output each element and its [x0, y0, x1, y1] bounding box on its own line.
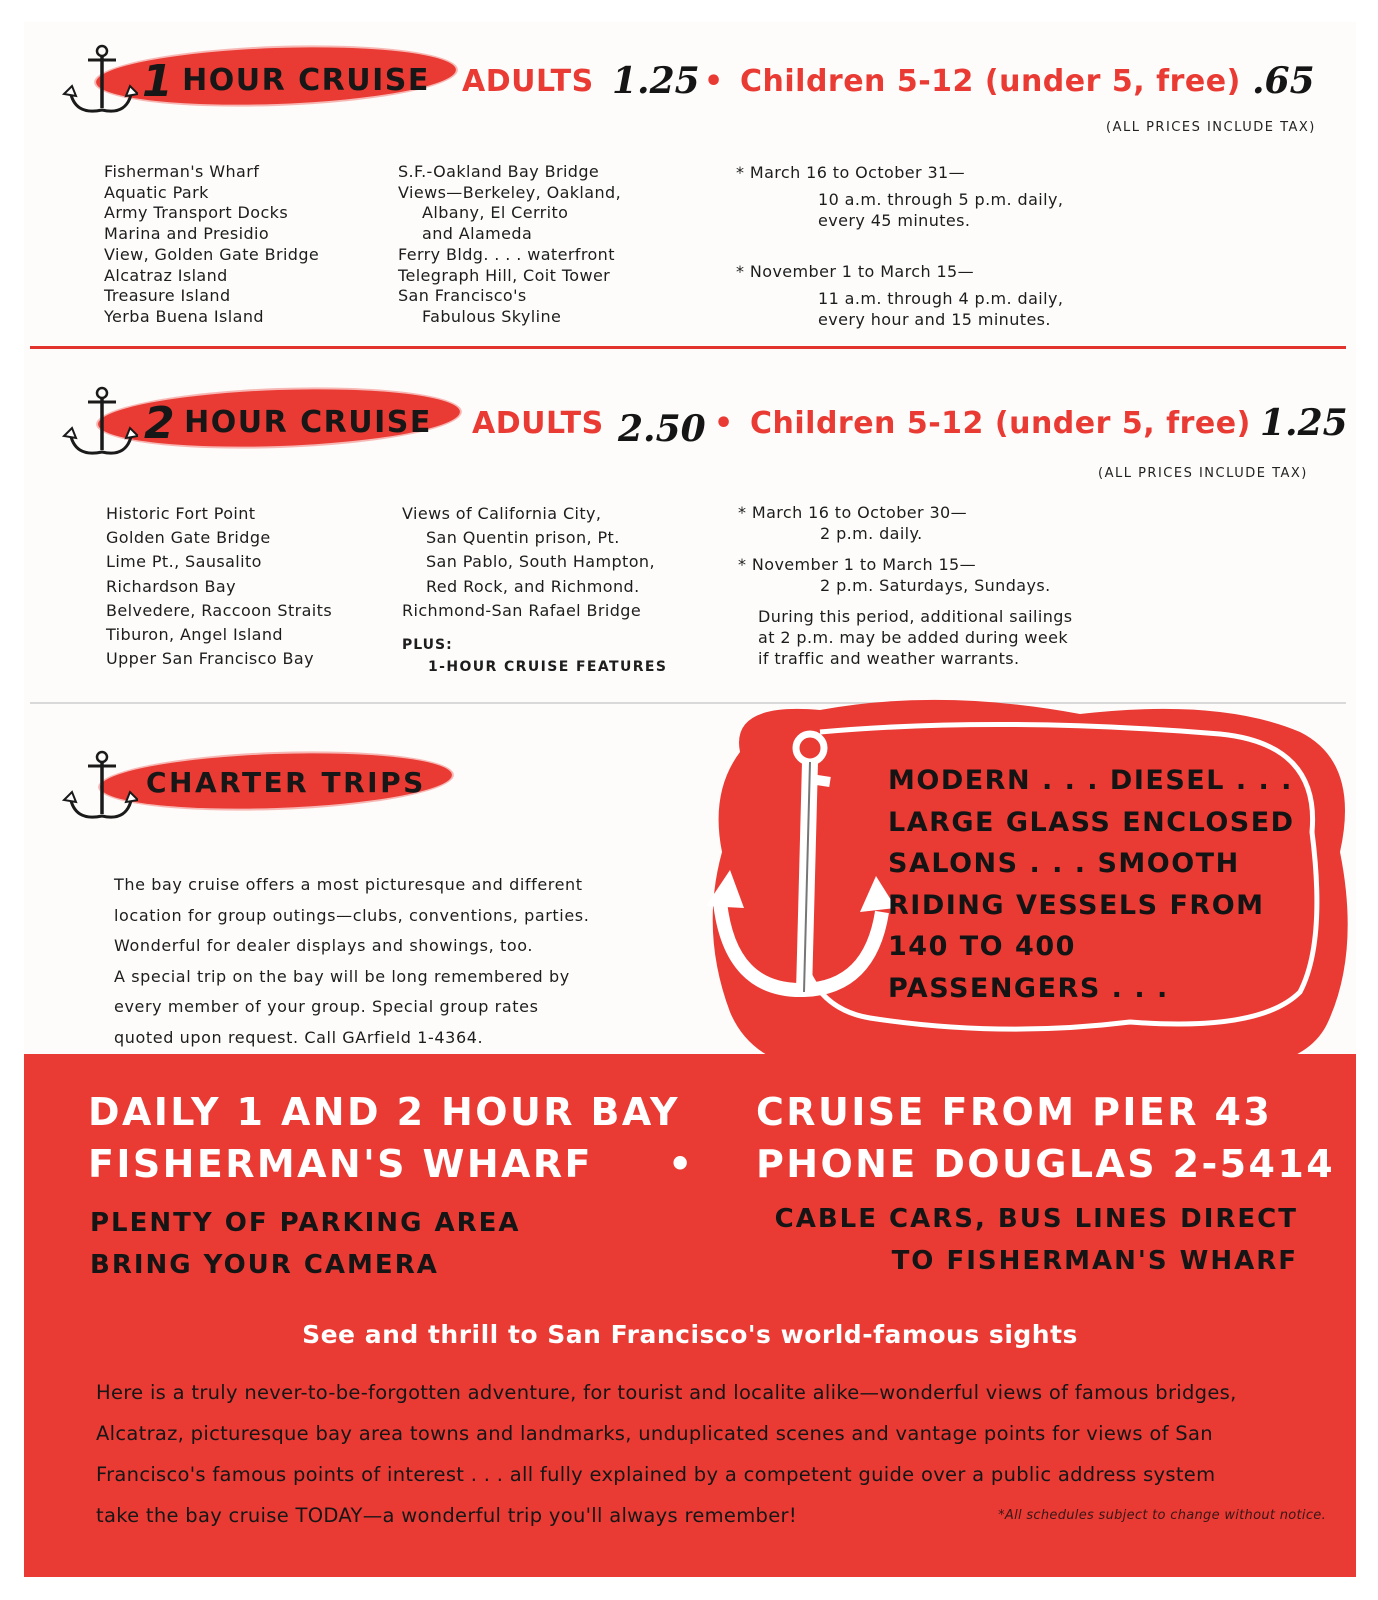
list-item: Marina and Presidio: [104, 224, 270, 244]
list-item: San Quentin prison, Pt.: [426, 528, 620, 548]
schedule-line: 10 a.m. through 5 p.m. daily,: [818, 190, 1064, 209]
adults-label: ADULTS: [472, 406, 604, 441]
feature-line: PASSENGERS . . .: [888, 972, 1169, 1004]
schedule-note: During this period, additional sailings: [758, 607, 1073, 626]
transit-note-2: TO FISHERMAN'S WHARF: [891, 1246, 1298, 1276]
children-label: Children 5-12 (under 5, free): [750, 406, 1251, 441]
sights-list: [104, 162, 319, 328]
list-item: Golden Gate Bridge: [106, 528, 271, 548]
list-item: Belvedere, Raccoon Straits: [106, 600, 333, 620]
charter-line: A special trip on the bay will be long remembered by: [114, 966, 570, 986]
list-item: Albany, El Cerrito: [422, 203, 569, 223]
list-item: Army Transport Docks: [104, 203, 289, 223]
charter-description: [114, 870, 634, 1053]
brochure-sheet: [24, 22, 1356, 1577]
feature-line: MODERN . . . DIESEL . . .: [888, 765, 1293, 796]
adults-price: 2.50: [618, 408, 706, 450]
schedule-heading: * November 1 to March 15—: [738, 555, 977, 574]
list-item: Ferry Bldg. . . . waterfront: [398, 244, 615, 264]
list-item: San Francisco's: [398, 286, 527, 306]
list-item: View, Golden Gate Bridge: [104, 244, 320, 264]
charter-line: every member of your group. Special group rates: [114, 997, 539, 1016]
cruise-title: 2 HOUR CRUISE: [144, 398, 432, 449]
feature-line: RIDING VESSELS FROM: [888, 889, 1265, 921]
cruise-title: 1 HOUR CRUISE: [142, 56, 430, 107]
children-price: .65: [1252, 60, 1315, 102]
list-item: Fabulous Skyline: [422, 306, 562, 326]
paragraph-line: Here is a truly never-to-be-forgotten adventure, for tourist and localite alike—wonderful views of famous bridges,: [96, 1381, 1237, 1404]
list-item: Treasure Island: [104, 286, 231, 306]
footer-line1-left: DAILY 1 AND 2 HOUR BAY: [88, 1090, 680, 1134]
sights-column: [402, 502, 667, 675]
footer-line1-right: CRUISE FROM PIER 43: [756, 1090, 1273, 1134]
parking-note: PLENTY OF PARKING AREA: [90, 1208, 521, 1238]
one-hour-cruise-section: [24, 22, 1356, 342]
plus-label: PLUS:: [402, 637, 453, 654]
schedule-line: 2 p.m. daily.: [820, 524, 923, 543]
schedule-line: every hour and 15 minutes.: [818, 310, 1051, 329]
list-item: Lime Pt., Sausalito: [106, 552, 262, 572]
charter-title: CHARTER TRIPS: [146, 766, 426, 799]
list-item: Yerba Buena Island: [104, 306, 264, 326]
one-hour-banner: [24, 36, 1356, 106]
list-item: Aquatic Park: [104, 182, 209, 202]
schedule-heading: * November 1 to March 15—: [736, 262, 975, 281]
feature-line: LARGE GLASS ENCLOSED: [888, 806, 1295, 838]
list-item: S.F.-Oakland Bay Bridge: [398, 162, 600, 181]
camera-note: BRING YOUR CAMERA: [90, 1250, 439, 1280]
tax-note: (ALL PRICES INCLUDE TAX): [1106, 120, 1316, 135]
anchor-icon: [58, 42, 138, 122]
list-item: Telegraph Hill, Coit Tower: [398, 265, 611, 285]
sights-list: [398, 162, 621, 328]
list-item: San Pablo, South Hampton,: [426, 552, 655, 572]
sights-list: [106, 502, 332, 671]
divider: [30, 346, 1346, 349]
paragraph-line: Alcatraz, picturesque bay area towns and landmarks, unduplicated scenes and vantage points for views of San: [96, 1422, 1213, 1445]
anchor-icon: [58, 748, 138, 828]
feature-line: 140 TO 400: [888, 931, 1076, 963]
schedule-line: 2 p.m. Saturdays, Sundays.: [820, 576, 1051, 595]
list-item: Red Rock, and Richmond.: [426, 576, 640, 596]
list-item: Views of California City,: [402, 504, 602, 523]
list-item: Richmond-San Rafael Bridge: [402, 600, 642, 620]
children-label: Children 5-12 (under 5, free): [740, 64, 1241, 99]
list-item: Upper San Francisco Bay: [106, 649, 314, 669]
schedule: [738, 502, 1073, 669]
list-item: Views—Berkeley, Oakland,: [398, 182, 622, 202]
schedule-heading: * March 16 to October 30—: [738, 503, 968, 522]
two-hour-banner: [24, 378, 1356, 448]
two-hour-cruise-section: [24, 366, 1356, 696]
schedule-line: 11 a.m. through 4 p.m. daily,: [818, 289, 1064, 308]
charter-line: Wonderful for dealer displays and showings, too.: [114, 936, 534, 955]
schedule: [736, 162, 1063, 330]
paragraph-line: take the bay cruise TODAY—a wonderful trip you'll always remember!: [96, 1504, 797, 1527]
schedule-note: if traffic and weather warrants.: [758, 649, 1020, 668]
sights-list: [402, 502, 667, 623]
feature-line: SALONS . . . SMOOTH: [888, 848, 1240, 880]
paragraph-line: Francisco's famous points of interest . . . all fully explained by a competent guide over a public address system: [96, 1463, 1216, 1486]
plus-features: 1-HOUR CRUISE FEATURES: [428, 659, 668, 676]
charter-line: quoted upon request. Call GArfield 1-4364.: [114, 1027, 484, 1047]
footer-line2-left: FISHERMAN'S WHARF: [88, 1142, 593, 1186]
list-item: Historic Fort Point: [106, 504, 256, 523]
adults-label: ADULTS: [462, 64, 594, 99]
price-bullet: •: [704, 64, 724, 99]
list-item: Alcatraz Island: [104, 265, 228, 285]
footer-bullet: •: [668, 1142, 695, 1186]
footer-phone: PHONE DOUGLAS 2-5414: [756, 1142, 1336, 1186]
list-item: Tiburon, Angel Island: [106, 625, 283, 645]
price-bullet: •: [714, 406, 734, 441]
schedule-line: every 45 minutes.: [818, 211, 971, 230]
list-item: Fisherman's Wharf: [104, 162, 260, 181]
transit-note: CABLE CARS, BUS LINES DIRECT: [774, 1204, 1298, 1234]
adults-price: 1.25: [612, 60, 700, 102]
list-item: and Alameda: [422, 224, 533, 244]
schedule-heading: * March 16 to October 31—: [736, 163, 966, 182]
charter-banner: [24, 742, 664, 812]
list-item: Richardson Bay: [106, 576, 236, 596]
schedule-disclaimer: *All schedules subject to change without notice.: [998, 1508, 1326, 1523]
charter-line: location for group outings—clubs, conventions, parties.: [114, 905, 590, 925]
children-price: 1.25: [1260, 402, 1348, 444]
footer-panel: [24, 1054, 1356, 1577]
tagline: See and thrill to San Francisco's world-famous sights: [302, 1320, 1078, 1349]
anchor-icon: [58, 384, 138, 464]
vessel-features: [888, 760, 1295, 1010]
charter-line: The bay cruise offers a most picturesque and different: [114, 875, 583, 894]
schedule-note: at 2 p.m. may be added during week: [758, 628, 1069, 647]
tax-note: (ALL PRICES INCLUDE TAX): [1098, 466, 1308, 481]
